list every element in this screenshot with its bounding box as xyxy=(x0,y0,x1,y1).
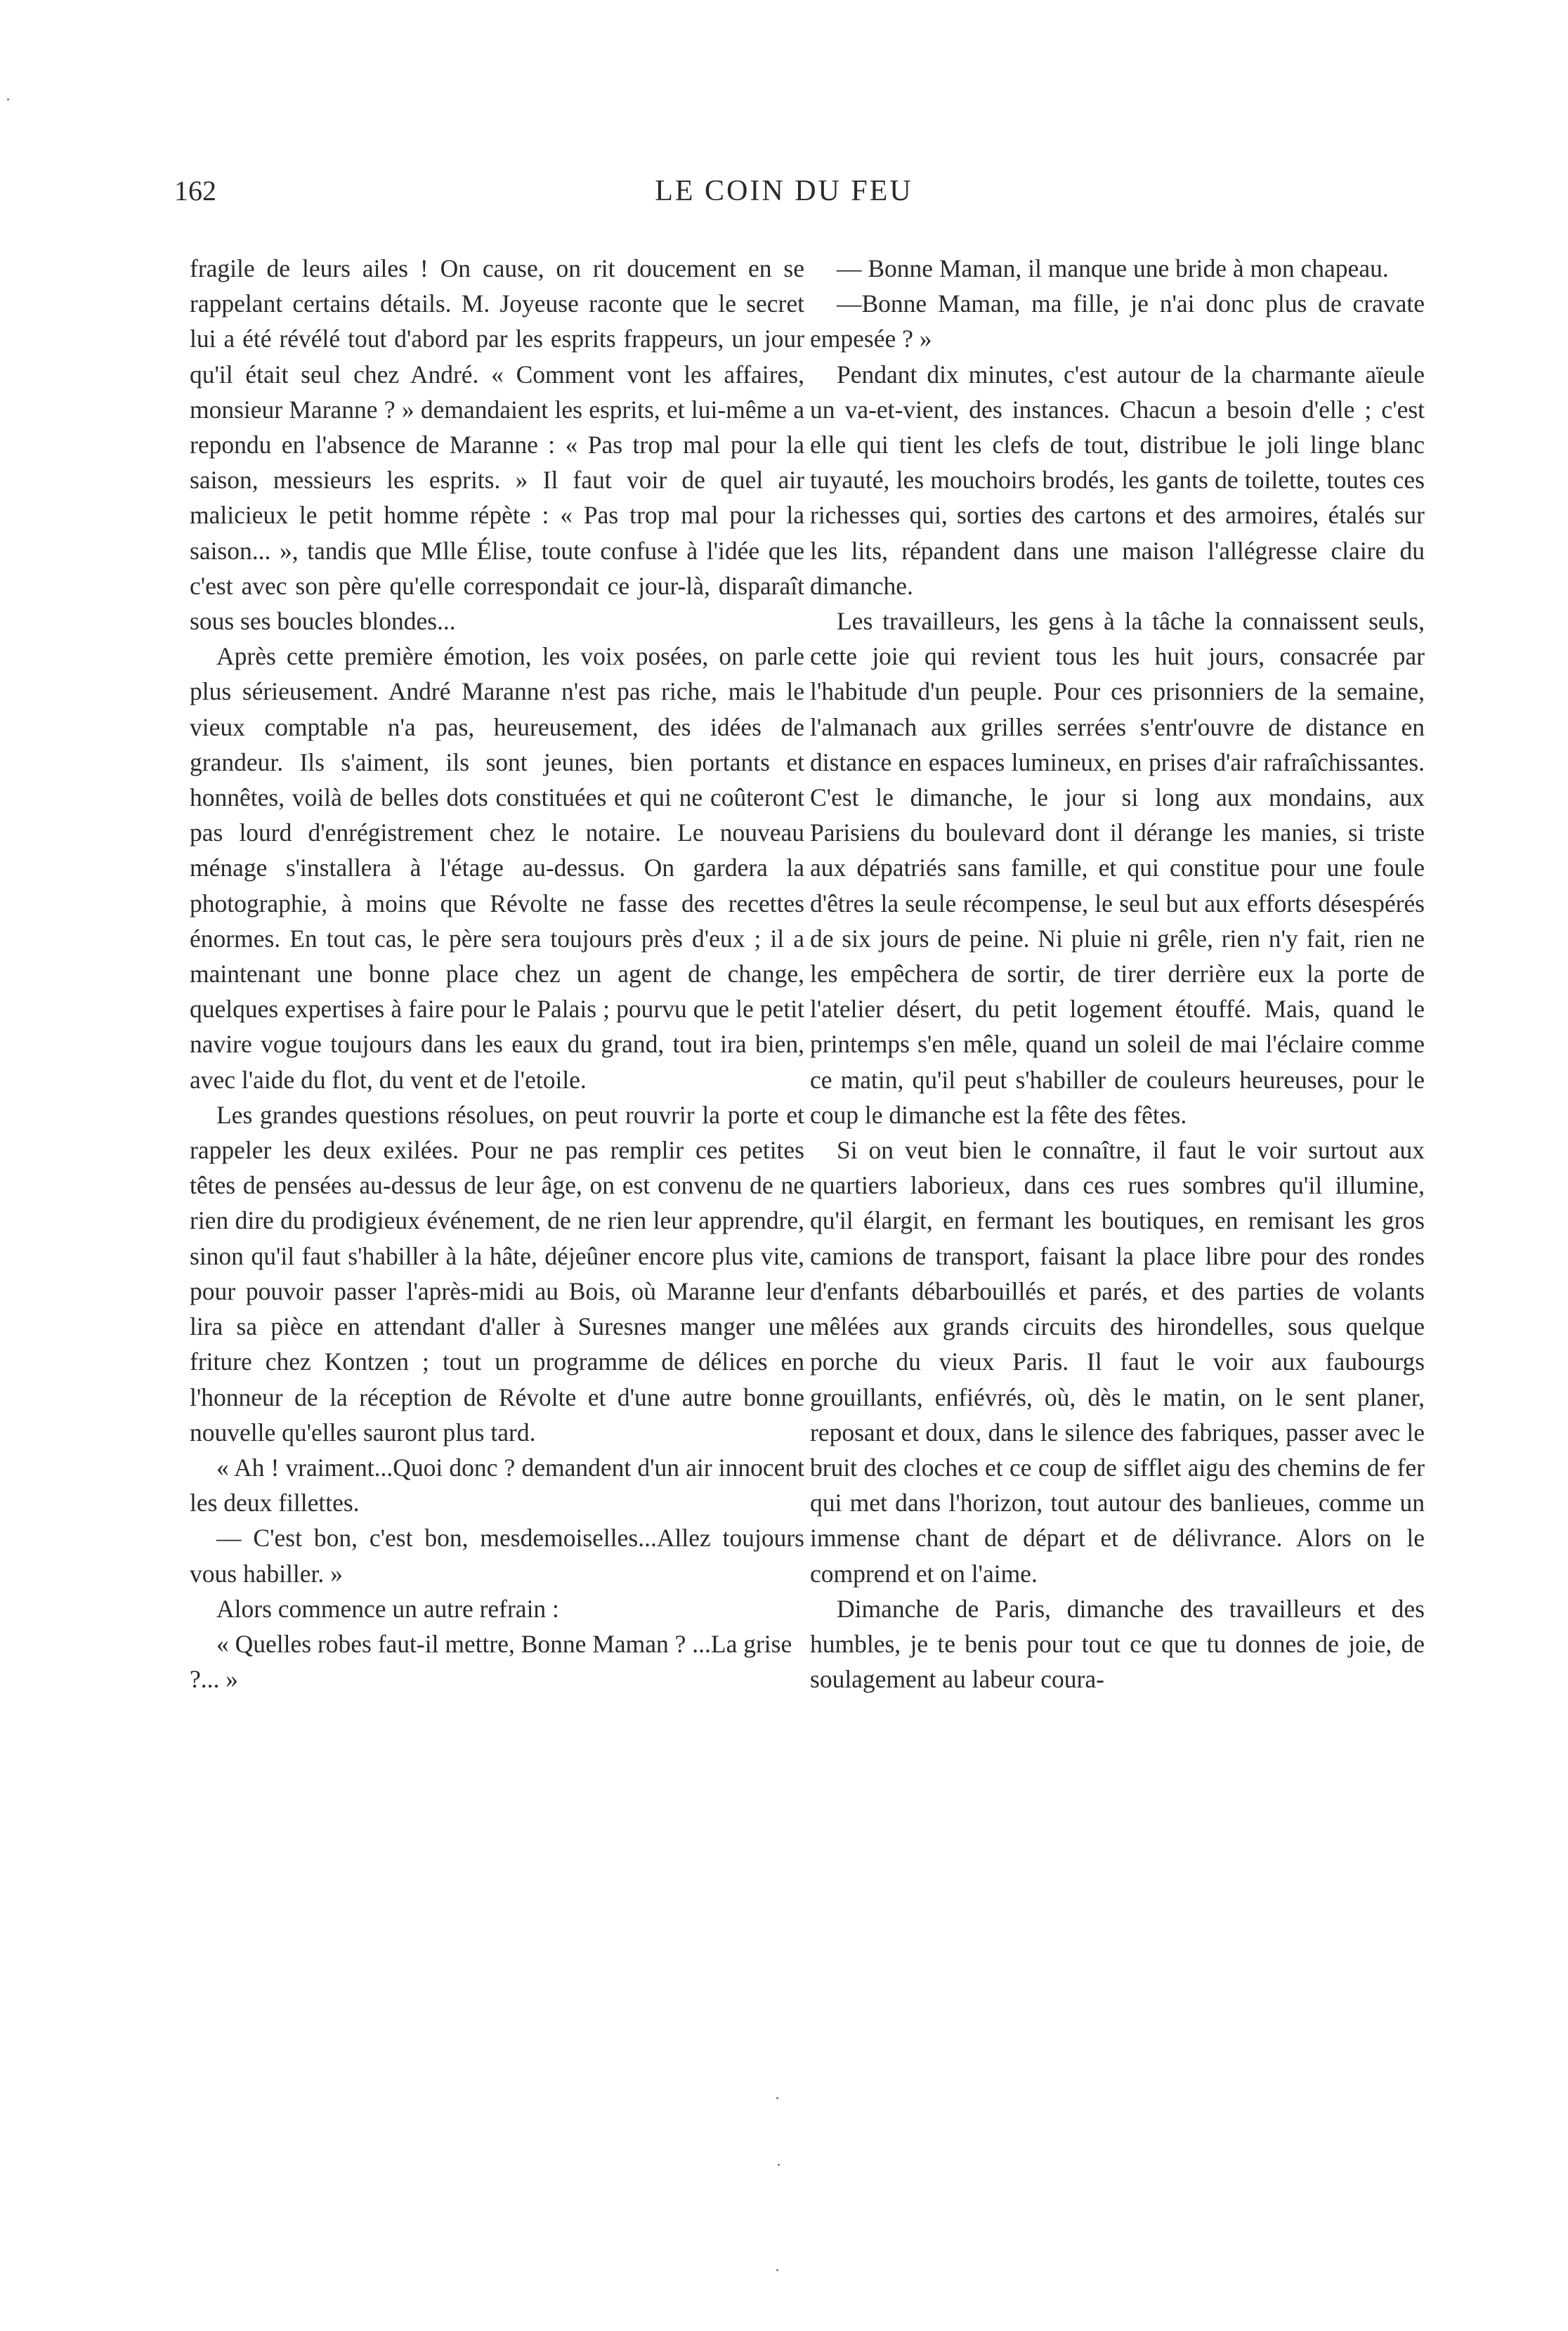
dialogue-line: « Ah ! vraiment...Quoi donc ? demandent d'un air innocent les deux fillettes. xyxy=(190,1453,804,1517)
dialogue-line: —Bonne Maman, ma fille, je n'ai donc plus de cravate empesée ? » xyxy=(810,289,1425,353)
paragraph: Les grandes questions résolues, on peut rouvrir la porte et rappeler les deux exilées. Pour ne pas remplir ces petites têtes de pensées au-dessus de leur âge, on est convenu de ne rien dire du prodigieux événement, de ne rien leur apprendre, sinon qu'il faut s'habiller à la hâte, déjeûner encore plus vite, pour pouvoir passer l'après-midi au Bois, où Maranne leur lira sa pièce en attendant d'aller à Suresnes manger une friture chez Kontzen ; tout un programme de délices en l'honneur de la réception de Révolte et d'une autre bonne nouvelle qu'elles sauront plus tard. xyxy=(190,1100,804,1447)
paragraph: Si on veut bien le connaître, il faut le voir surtout aux quartiers laborieux, dans ces rues sombres qu'il illumine, qu'il élargit, en fermant les boutiques, en remisant les gros camions de transport, faisant la place libre pour des rondes d'enfants débarbouillés et parés, et des parties de volants mêlées aux grands circuits des hirondelles, sous quelque porche du vieux Paris. Il faut le voir aux faubourgs grouillants, enfiévrés, où, dès le matin, on le sent planer, reposant et doux, dans le silence des fabriques, passer avec le bruit des cloches et ce coup de sifflet aigu des chemins de fer qui met dans l'horizon, tout autour des banlieues, comme un immense chant de départ et de délivrance. Alors on le comprend et on l'aime. xyxy=(810,1136,1425,1588)
dialogue-line: — Bonne Maman, il manque une bride à mon chapeau. xyxy=(837,254,1389,282)
paragraph: Pendant dix minutes, c'est autour de la charmante aïeule un va-et-vient, des instances. Chacun a besoin d'elle ; c'est elle qui tient les clefs de tout, distribue le joli linge blanc tuyauté, les mouchoirs brodés, les gants de toilette, toutes ces richesses qui, sorties des cartons et des armoires, étalés sur les lits, répandent dans une maison l'allégresse claire du dimanche. xyxy=(810,360,1425,600)
paragraph: fragile de leurs ailes ! On cause, on rit doucement en se rappelant certains détails. M. Joyeuse raconte que le secret lui a été révélé tout d'abord par les esprits frappeurs, un jour qu'il était seul chez André. « Comment vont les affaires, monsieur Maranne ? » demandaient les esprits, et lui-même a repondu en l'absence de Maranne : « Pas trop mal pour la saison, messieurs les esprits. » Il faut voir de quel air malicieux le petit homme répète : « Pas trop mal pour la saison... », tandis que Mlle Élise, toute confuse à l'idée que c'est avec son père qu'elle correspondait ce jour-là, disparaît sous ses boucles blondes... xyxy=(190,254,804,636)
paper-speck xyxy=(776,2269,778,2271)
dialogue-line: — C'est bon, c'est bon, mesdemoiselles...Allez toujours vous habiller. » xyxy=(190,1524,804,1588)
paragraph: Après cette première émotion, les voix posées, on parle plus sérieusement. André Maranne n'est pas riche, mais le vieux comptable n'a pas, heureusement, des idées de grandeur. Ils s'aiment, ils sont jeunes, bien portants et honnêtes, voilà de belles dots constituées et qui ne coûteront pas lourd d'enrégistrement chez le notaire. Le nouveau ménage s'installera à l'étage au-dessus. On gardera la photographie, à moins que Révolte ne fasse des recettes énormes. En tout cas, le père sera toujours près d'eux ; il a maintenant une bonne place chez un agent de change, quelques expertises à faire pour le Palais ; pourvu que le petit navire vogue toujours dans les eaux du grand, tout ira bien, avec l'aide du flot, du vent et de l'etoile. xyxy=(190,642,804,1094)
paper-speck xyxy=(778,2164,780,2166)
paragraph: Dimanche de Paris, dimanche des travailleurs et des humbles, je te benis pour tout ce que tu donnes de joie, de soulagement au labeur coura- xyxy=(810,1594,1425,1694)
paragraph: Les travailleurs, les gens à la tâche la connaissent seuls, cette joie qui revient tous les huit jours, consacrée par l'habitude d'un peuple. Pour ces prisonniers de la semaine, l'almanach aux grilles serrées s'entr'ouvre de distance en distance en espaces lumineux, en prises d'air rafraîchissantes. C'est le dimanche, le jour si long aux mondains, aux Parisiens du boulevard dont il dérange les manies, si triste aux dépatriés sans famille, et qui constitue pour une foule d'êtres la seule récompense, le seul but aux efforts désespérés de six jours de peine. Ni pluie ni grêle, rien n'y fait, rien ne les empêchera de sortir, de tirer derrière eux la porte de l'atelier désert, du petit logement étouffé. Mais, quand le printemps s'en mêle, quand un soleil de mai l'éclaire comme ce matin, qu'il peut s'habiller de couleurs heureuses, pour le coup le dimanche est la fête des fêtes. xyxy=(810,607,1425,1129)
page-number: 162 xyxy=(174,175,216,207)
dialogue-line: « Quelles robes faut-il mettre, Bonne Maman ? ...La grise ?... » xyxy=(190,1629,792,1694)
left-column xyxy=(190,251,804,1697)
paper-speck xyxy=(7,98,9,100)
dialogue-line: Alors commence un autre refrain : xyxy=(216,1594,559,1623)
running-title: LE COIN DU FEU xyxy=(655,175,913,207)
right-column xyxy=(810,251,1425,1697)
paper-speck xyxy=(776,2097,778,2099)
